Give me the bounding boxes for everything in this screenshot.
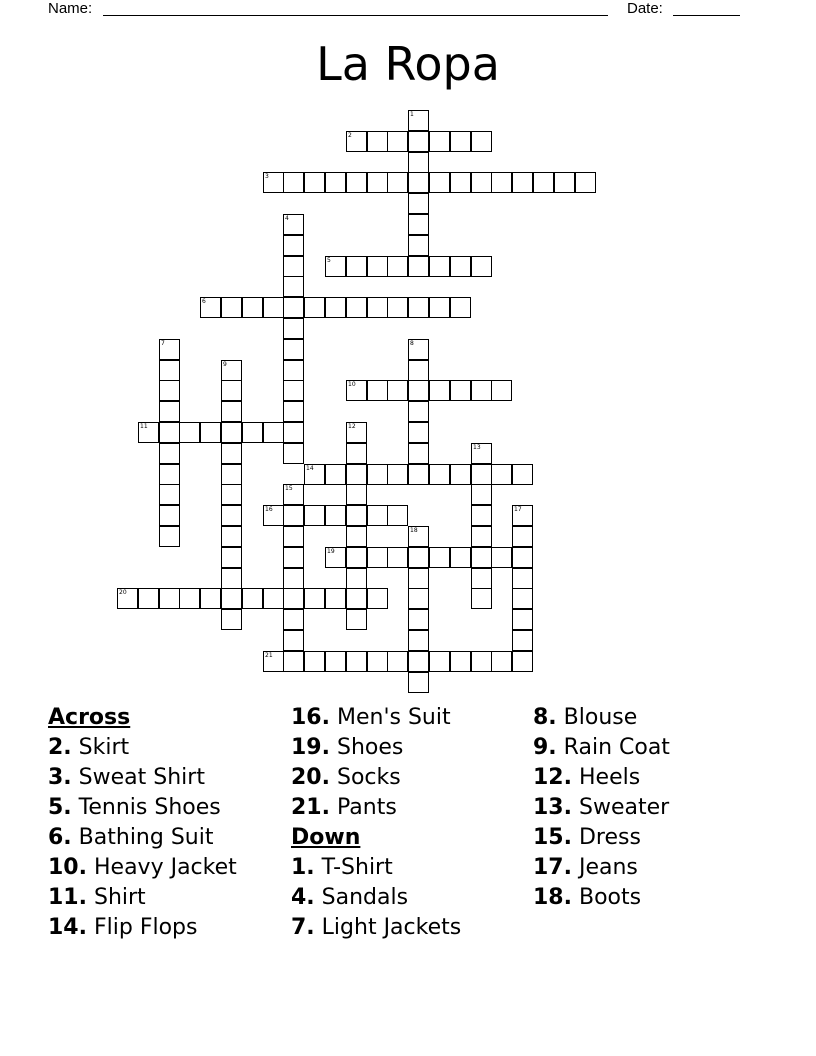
crossword-cell[interactable] [346, 568, 367, 589]
crossword-cell[interactable] [408, 609, 429, 630]
crossword-cell[interactable] [512, 630, 533, 651]
crossword-cell[interactable] [138, 588, 159, 609]
crossword-cell[interactable] [554, 172, 575, 193]
crossword-cell[interactable] [408, 172, 429, 193]
crossword-cell[interactable] [408, 152, 429, 173]
crossword-cell[interactable] [471, 443, 492, 464]
crossword-cell[interactable] [283, 568, 304, 589]
crossword-cell[interactable] [471, 131, 492, 152]
crossword-cell[interactable] [408, 672, 429, 693]
crossword-cell[interactable] [346, 484, 367, 505]
crossword-cell[interactable] [512, 526, 533, 547]
crossword-grid [117, 110, 597, 692]
crossword-cell[interactable] [346, 422, 367, 443]
crossword-cell[interactable] [200, 588, 221, 609]
crossword-cell[interactable] [283, 651, 304, 672]
name-label: Name: [48, 0, 93, 17]
crossword-cell[interactable] [429, 297, 450, 318]
crossword-cell[interactable] [117, 588, 138, 609]
cell-number: 2 [348, 132, 352, 139]
crossword-cell[interactable] [283, 297, 304, 318]
crossword-cell[interactable] [387, 297, 408, 318]
crossword-cell[interactable] [221, 464, 242, 485]
cell-number: 18 [410, 527, 418, 534]
crossword-cell[interactable] [471, 380, 492, 401]
crossword-cell[interactable] [429, 380, 450, 401]
crossword-cell[interactable] [346, 547, 367, 568]
page-title: La Ropa [316, 37, 500, 91]
cell-number: 11 [140, 423, 148, 430]
crossword-cell[interactable] [221, 588, 242, 609]
crossword-cell[interactable] [283, 484, 304, 505]
crossword-cell[interactable] [533, 172, 554, 193]
cell-number: 4 [285, 215, 289, 222]
crossword-cell[interactable] [450, 380, 471, 401]
clue-item: 2. Skirt [48, 735, 130, 760]
crossword-cell[interactable] [283, 422, 304, 443]
crossword-cell[interactable] [221, 380, 242, 401]
crossword-cell[interactable] [471, 464, 492, 485]
worksheet-header [0, 0, 816, 20]
crossword-cell[interactable] [283, 609, 304, 630]
crossword-cell[interactable] [159, 401, 180, 422]
crossword-cell[interactable] [429, 547, 450, 568]
clue-item: 14. Flip Flops [48, 915, 198, 940]
clue-column-3 [533, 703, 670, 913]
crossword-cell[interactable] [408, 464, 429, 485]
crossword-cell[interactable] [471, 484, 492, 505]
crossword-cell[interactable] [221, 505, 242, 526]
crossword-cell[interactable] [408, 235, 429, 256]
crossword-cell[interactable] [471, 568, 492, 589]
crossword-cell[interactable] [408, 651, 429, 672]
crossword-cell[interactable] [408, 568, 429, 589]
crossword-cell[interactable] [304, 297, 325, 318]
crossword-cell[interactable] [325, 651, 346, 672]
cell-number: 7 [161, 340, 165, 347]
crossword-cell[interactable] [159, 339, 180, 360]
crossword-cell[interactable] [346, 609, 367, 630]
crossword-cell[interactable] [283, 235, 304, 256]
cell-number: 12 [348, 423, 356, 430]
clue-item: 11. Shirt [48, 885, 146, 910]
crossword-cell[interactable] [304, 505, 325, 526]
crossword-cell[interactable] [283, 214, 304, 235]
cell-number: 21 [265, 652, 273, 659]
cell-number: 15 [285, 485, 293, 492]
crossword-cell[interactable] [346, 464, 367, 485]
clue-item: 1. T-Shirt [291, 855, 393, 880]
crossword-cell[interactable] [367, 256, 388, 277]
crossword-cell[interactable] [283, 443, 304, 464]
crossword-cell[interactable] [429, 464, 450, 485]
crossword-cell[interactable] [346, 443, 367, 464]
crossword-cell[interactable] [325, 172, 346, 193]
crossword-cell[interactable] [346, 380, 367, 401]
clue-item: 10. Heavy Jacket [48, 855, 237, 880]
crossword-cell[interactable] [512, 547, 533, 568]
crossword-cell[interactable] [221, 297, 242, 318]
crossword-cell[interactable] [367, 380, 388, 401]
crossword-cell[interactable] [471, 588, 492, 609]
clue-item: 9. Rain Coat [533, 735, 670, 760]
crossword-cell[interactable] [159, 588, 180, 609]
crossword-cell[interactable] [346, 131, 367, 152]
crossword-cell[interactable] [367, 547, 388, 568]
crossword-cell[interactable] [367, 505, 388, 526]
crossword-cell[interactable] [387, 547, 408, 568]
crossword-cell[interactable] [512, 172, 533, 193]
crossword-cell[interactable] [159, 526, 180, 547]
crossword-cell[interactable] [491, 172, 512, 193]
crossword-cell[interactable] [221, 609, 242, 630]
crossword-cell[interactable] [450, 131, 471, 152]
cell-number: 3 [265, 173, 269, 180]
crossword-cell[interactable] [325, 547, 346, 568]
crossword-cell[interactable] [325, 588, 346, 609]
crossword-cell[interactable] [387, 172, 408, 193]
cell-number: 16 [265, 506, 273, 513]
crossword-cell[interactable] [304, 651, 325, 672]
crossword-cell[interactable] [387, 505, 408, 526]
cell-number: 14 [306, 465, 314, 472]
crossword-cell[interactable] [159, 422, 180, 443]
crossword-cell[interactable] [179, 422, 200, 443]
crossword-cell[interactable] [346, 256, 367, 277]
crossword-cell[interactable] [283, 526, 304, 547]
cell-number: 19 [327, 548, 335, 555]
crossword-cell[interactable] [304, 172, 325, 193]
crossword-cell[interactable] [159, 464, 180, 485]
crossword-cell[interactable] [221, 443, 242, 464]
crossword-cell[interactable] [159, 443, 180, 464]
crossword-cell[interactable] [471, 172, 492, 193]
crossword-cell[interactable] [263, 297, 284, 318]
crossword-cell[interactable] [408, 401, 429, 422]
crossword-cell[interactable] [325, 297, 346, 318]
clue-item: 18. Boots [533, 885, 642, 910]
crossword-cell[interactable] [512, 609, 533, 630]
crossword-cell[interactable] [304, 464, 325, 485]
crossword-cell[interactable] [346, 297, 367, 318]
crossword-cell[interactable] [367, 588, 388, 609]
crossword-cell[interactable] [304, 588, 325, 609]
crossword-cell[interactable] [450, 464, 471, 485]
crossword-cell[interactable] [221, 484, 242, 505]
crossword-cell[interactable] [429, 651, 450, 672]
crossword-cell[interactable] [263, 505, 284, 526]
crossword-cell[interactable] [450, 172, 471, 193]
crossword-cell[interactable] [346, 505, 367, 526]
crossword-cell[interactable] [450, 547, 471, 568]
clue-item: 17. Jeans [533, 855, 638, 880]
crossword-cell[interactable] [387, 131, 408, 152]
crossword-cell[interactable] [283, 339, 304, 360]
clue-item: 5. Tennis Shoes [48, 795, 221, 820]
clue-item: 15. Dress [533, 825, 641, 850]
crossword-cell[interactable] [346, 172, 367, 193]
clue-item: 7. Light Jackets [291, 915, 462, 940]
cell-number: 17 [514, 506, 522, 513]
cell-number: 20 [119, 589, 127, 596]
crossword-cell[interactable] [221, 401, 242, 422]
crossword-cell[interactable] [491, 547, 512, 568]
crossword-cell[interactable] [221, 526, 242, 547]
clue-column-2 [291, 703, 461, 943]
crossword-cell[interactable] [325, 505, 346, 526]
crossword-cell[interactable] [387, 380, 408, 401]
crossword-cell[interactable] [367, 464, 388, 485]
crossword-cell[interactable] [263, 588, 284, 609]
crossword-cell[interactable] [471, 651, 492, 672]
crossword-cell[interactable] [450, 297, 471, 318]
crossword-cell[interactable] [367, 172, 388, 193]
crossword-cell[interactable] [283, 172, 304, 193]
crossword-cell[interactable] [242, 422, 263, 443]
crossword-cell[interactable] [408, 110, 429, 131]
crossword-cell[interactable] [408, 193, 429, 214]
cell-number: 5 [327, 257, 331, 264]
crossword-cell[interactable] [263, 172, 284, 193]
crossword-cell[interactable] [283, 380, 304, 401]
crossword-cell[interactable] [283, 318, 304, 339]
clue-item: 19. Shoes [291, 735, 404, 760]
crossword-cell[interactable] [512, 505, 533, 526]
clue-column-1 [48, 703, 237, 943]
crossword-cell[interactable] [408, 526, 429, 547]
clue-list [48, 703, 788, 953]
crossword-cell[interactable] [283, 588, 304, 609]
crossword-cell[interactable] [408, 443, 429, 464]
crossword-cell[interactable] [283, 276, 304, 297]
crossword-cell[interactable] [283, 360, 304, 381]
across-heading: Across [48, 705, 131, 730]
crossword-cell[interactable] [491, 380, 512, 401]
crossword-cell[interactable] [346, 526, 367, 547]
crossword-cell[interactable] [429, 172, 450, 193]
crossword-cell[interactable] [263, 422, 284, 443]
cell-number: 13 [473, 444, 481, 451]
crossword-cell[interactable] [429, 256, 450, 277]
crossword-cell[interactable] [221, 547, 242, 568]
crossword-cell[interactable] [179, 588, 200, 609]
clue-item: 3. Sweat Shirt [48, 765, 205, 790]
crossword-cell[interactable] [200, 422, 221, 443]
crossword-cell[interactable] [263, 651, 284, 672]
crossword-cell[interactable] [408, 256, 429, 277]
crossword-cell[interactable] [408, 360, 429, 381]
crossword-cell[interactable] [221, 568, 242, 589]
crossword-cell[interactable] [575, 172, 596, 193]
crossword-cell[interactable] [471, 547, 492, 568]
crossword-cell[interactable] [408, 422, 429, 443]
crossword-cell[interactable] [408, 131, 429, 152]
crossword-cell[interactable] [408, 339, 429, 360]
crossword-cell[interactable] [283, 547, 304, 568]
crossword-cell[interactable] [367, 651, 388, 672]
crossword-cell[interactable] [367, 297, 388, 318]
crossword-cell[interactable] [283, 256, 304, 277]
clue-item: 16. Men's Suit [291, 705, 451, 730]
crossword-cell[interactable] [491, 464, 512, 485]
crossword-cell[interactable] [346, 588, 367, 609]
crossword-cell[interactable] [221, 422, 242, 443]
crossword-cell[interactable] [283, 505, 304, 526]
crossword-cell[interactable] [471, 505, 492, 526]
crossword-cell[interactable] [471, 526, 492, 547]
crossword-cell[interactable] [242, 297, 263, 318]
crossword-cell[interactable] [408, 214, 429, 235]
name-line[interactable] [103, 0, 608, 16]
crossword-cell[interactable] [159, 505, 180, 526]
crossword-cell[interactable] [471, 256, 492, 277]
cell-number: 10 [348, 381, 356, 388]
crossword-cell[interactable] [408, 630, 429, 651]
clue-item: 6. Bathing Suit [48, 825, 214, 850]
crossword-cell[interactable] [346, 651, 367, 672]
crossword-cell[interactable] [367, 131, 388, 152]
clue-item: 20. Socks [291, 765, 401, 790]
crossword-cell[interactable] [283, 630, 304, 651]
cell-number: 6 [202, 298, 206, 305]
crossword-cell[interactable] [408, 297, 429, 318]
crossword-cell[interactable] [387, 651, 408, 672]
crossword-cell[interactable] [387, 464, 408, 485]
crossword-cell[interactable] [512, 568, 533, 589]
crossword-cell[interactable] [429, 131, 450, 152]
crossword-cell[interactable] [491, 651, 512, 672]
clue-item: 12. Heels [533, 765, 641, 790]
crossword-cell[interactable] [242, 588, 263, 609]
clue-item: 13. Sweater [533, 795, 670, 820]
crossword-cell[interactable] [200, 297, 221, 318]
crossword-cell[interactable] [512, 464, 533, 485]
crossword-cell[interactable] [387, 256, 408, 277]
clue-item: 21. Pants [291, 795, 397, 820]
crossword-cell[interactable] [159, 360, 180, 381]
date-label: Date: [627, 0, 663, 17]
crossword-cell[interactable] [159, 380, 180, 401]
crossword-cell[interactable] [283, 401, 304, 422]
crossword-cell[interactable] [159, 484, 180, 505]
clue-item: 8. Blouse [533, 705, 638, 730]
crossword-cell[interactable] [325, 464, 346, 485]
crossword-cell[interactable] [138, 422, 159, 443]
crossword-cell[interactable] [450, 651, 471, 672]
down-heading: Down [291, 825, 361, 850]
crossword-cell[interactable] [512, 651, 533, 672]
crossword-cell[interactable] [512, 588, 533, 609]
crossword-cell[interactable] [221, 360, 242, 381]
crossword-cell[interactable] [408, 588, 429, 609]
cell-number: 1 [410, 111, 414, 118]
cell-number: 9 [223, 361, 227, 368]
crossword-cell[interactable] [325, 256, 346, 277]
crossword-cell[interactable] [450, 256, 471, 277]
cell-number: 8 [410, 340, 414, 347]
crossword-cell[interactable] [408, 380, 429, 401]
clue-item: 4. Sandals [291, 885, 409, 910]
crossword-cell[interactable] [408, 547, 429, 568]
date-line[interactable] [673, 0, 740, 16]
